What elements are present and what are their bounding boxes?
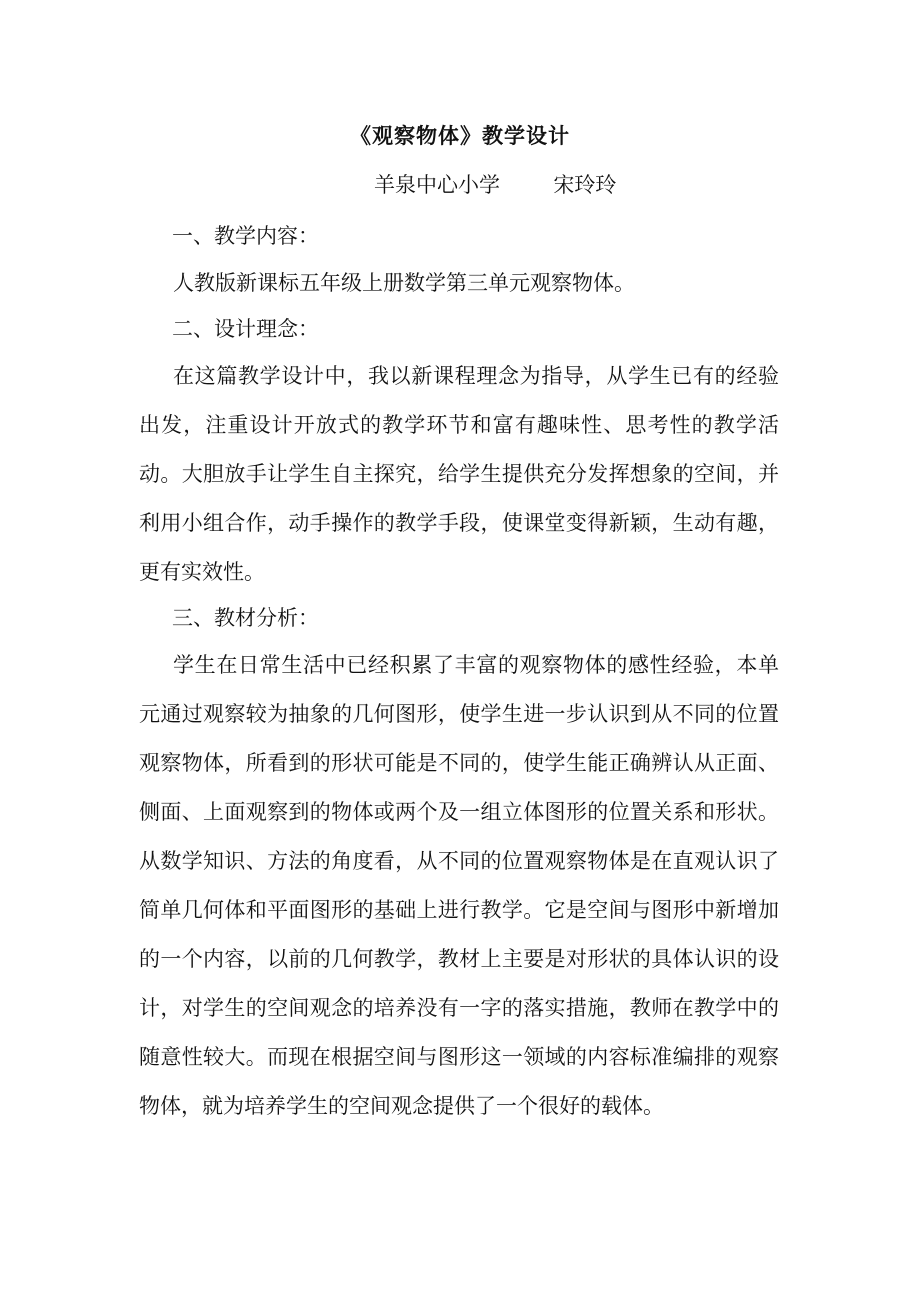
- section-body-design-concept: 在这篇教学设计中，我以新课程理念为指导，从学生已有的经验出发，注重设计开放式的教学环节和富有趣味性、思考性的教学活动。大胆放手让学生自主探究，给学生提供充分发挥想象的空间，并利用小组合作，动手操作的教学手段，使课堂变得新颖，生动有趣，更有实效性。: [139, 364, 779, 584]
- byline: [374, 167, 616, 203]
- section-heading-textbook-analysis: 三、教材分析：: [172, 606, 319, 630]
- section-body-content: 人教版新课标五年级上册数学第三单元观察物体。: [173, 271, 635, 295]
- author-name: 宋玲玲: [553, 173, 617, 197]
- section-heading-design-concept: 二、设计理念：: [172, 317, 319, 341]
- document-title: 《观察物体》教学设计: [350, 123, 570, 148]
- school-name: 羊泉中心小学: [374, 173, 500, 197]
- section-heading-content: 一、教学内容：: [172, 224, 319, 248]
- section-body-textbook-analysis: 学生在日常生活中已经积累了丰富的观察物体的感性经验，本单元通过观察较为抽象的几何图形，使学生进一步认识到从不同的位置观察物体，所看到的形状可能是不同的，使学生能正确辨认从正面、侧面、上面观察到的物体或两个及一组立体图形的位置关系和形状。从数学知识、方法的角度看，从不同的位置观察物体是在直观认识了简单几何体和平面图形的基础上进行教学。它是空间与图形中新增加的一个内容，以前的几何教学，教材上主要是对形状的具体认识的设计，对学生的空间观念的培养没有一字的落实措施，教师在教学中的随意性较大。而现在根据空间与图形这一领域的内容标准编排的观察物体，就为培养学生的空间观念提供了一个很好的载体。: [139, 653, 779, 1118]
